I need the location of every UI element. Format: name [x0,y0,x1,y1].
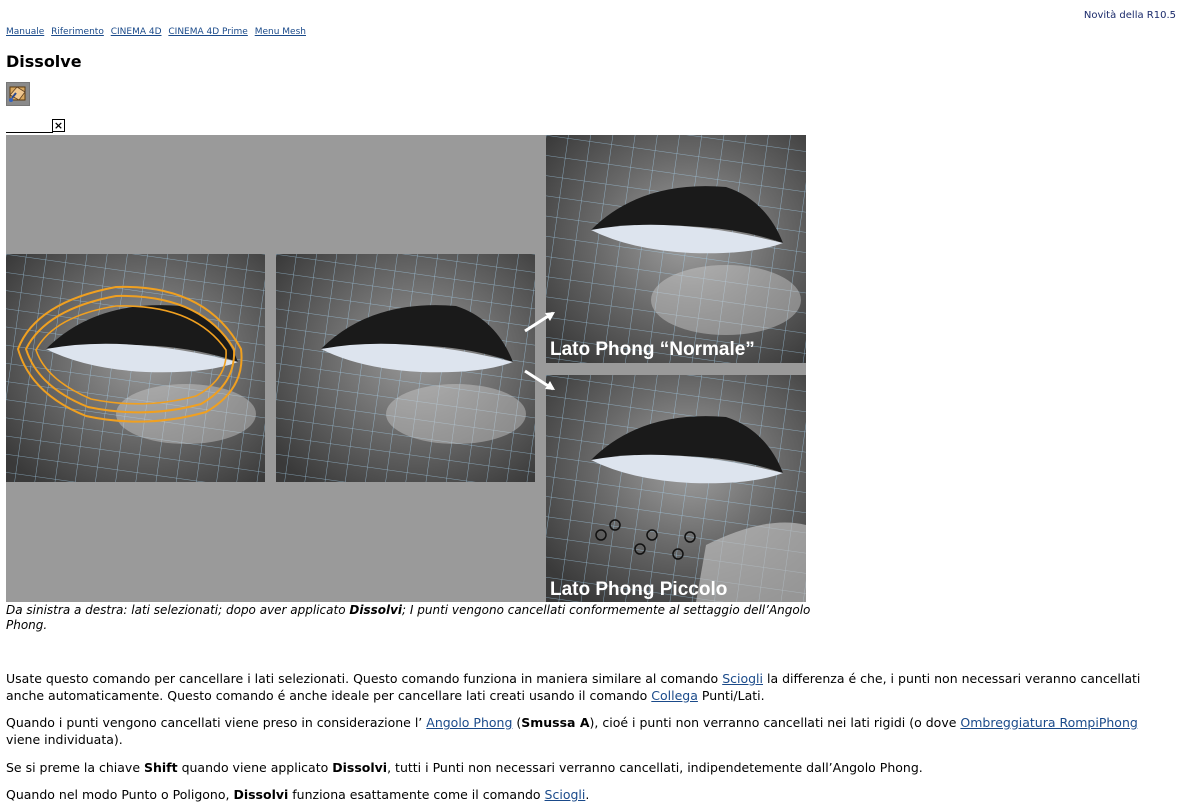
paragraph-shift: Se si preme la chiave Shift quando viene applicato Dissolvi, tutti i Punti non necessari verranno cancellati, indipendetemente dall’Angolo Phong. [6,760,923,775]
paragraph-phong: Quando i punti vengono cancellati viene preso in considerazione l’ Angolo Phong (Smussa A), cioé i punti non verranno cancellati nei lati rigidi (o dove Ombreggiatura RompiPhong viene individuata). [6,715,1138,747]
link-angolo-phong[interactable]: Angolo Phong [426,715,513,730]
panel-phong-normal [546,135,806,363]
link-ombreggiatura-rompiphong[interactable]: Ombreggiatura RompiPhong [960,715,1138,730]
arrow-icons [521,305,561,405]
breadcrumb-cinema4d[interactable]: CINEMA 4D [110,27,162,37]
link-sciogli[interactable]: Sciogli [722,671,763,686]
paragraph-point-mode: Quando nel modo Punto o Poligono, Dissolvi funziona esattamente come il comando Sciogli. [6,787,590,802]
breadcrumb-menu-mesh[interactable]: Menu Mesh [254,27,306,37]
panel-after-dissolve [276,254,535,482]
close-figure-button[interactable]: × [53,119,64,132]
dissolve-command-icon [6,82,30,106]
link-sciogli-2[interactable]: Sciogli [544,787,586,802]
label-phong-normal: Lato Phong “Normale” [550,339,755,360]
version-note: Novità della R10.5 [1083,10,1176,21]
panel-phong-small [546,375,806,602]
paragraph-intro: Usate questo comando per cancellare i lati selezionati. Questo comando funziona in maniera similare al comando Sciogli la differenza é che, i punti non necessari veranno cancellati anche automaticamente. Questo comando é anche ideale per cancellare lati creati usando il comando Collega Punti/Lati. [6,671,1141,703]
breadcrumb-manuale[interactable]: Manuale [6,27,45,37]
breadcrumb [6,27,310,37]
breadcrumb-cinema4d-prime[interactable]: CINEMA 4D Prime [168,27,248,37]
divider [6,132,53,133]
link-collega[interactable]: Collega [651,687,698,703]
dissolve-figure [6,135,806,602]
figure-caption: Da sinistra a destra: lati selezionati; dopo aver applicato Dissolvi; I punti vengono cancellati conformemente al settaggio dell’Angolo Phong. [6,603,811,632]
page-title: Dissolve [6,52,82,71]
label-phong-small: Lato Phong Piccolo [550,579,728,600]
panel-selected-edges [6,254,265,482]
breadcrumb-riferimento[interactable]: Riferimento [51,27,104,37]
